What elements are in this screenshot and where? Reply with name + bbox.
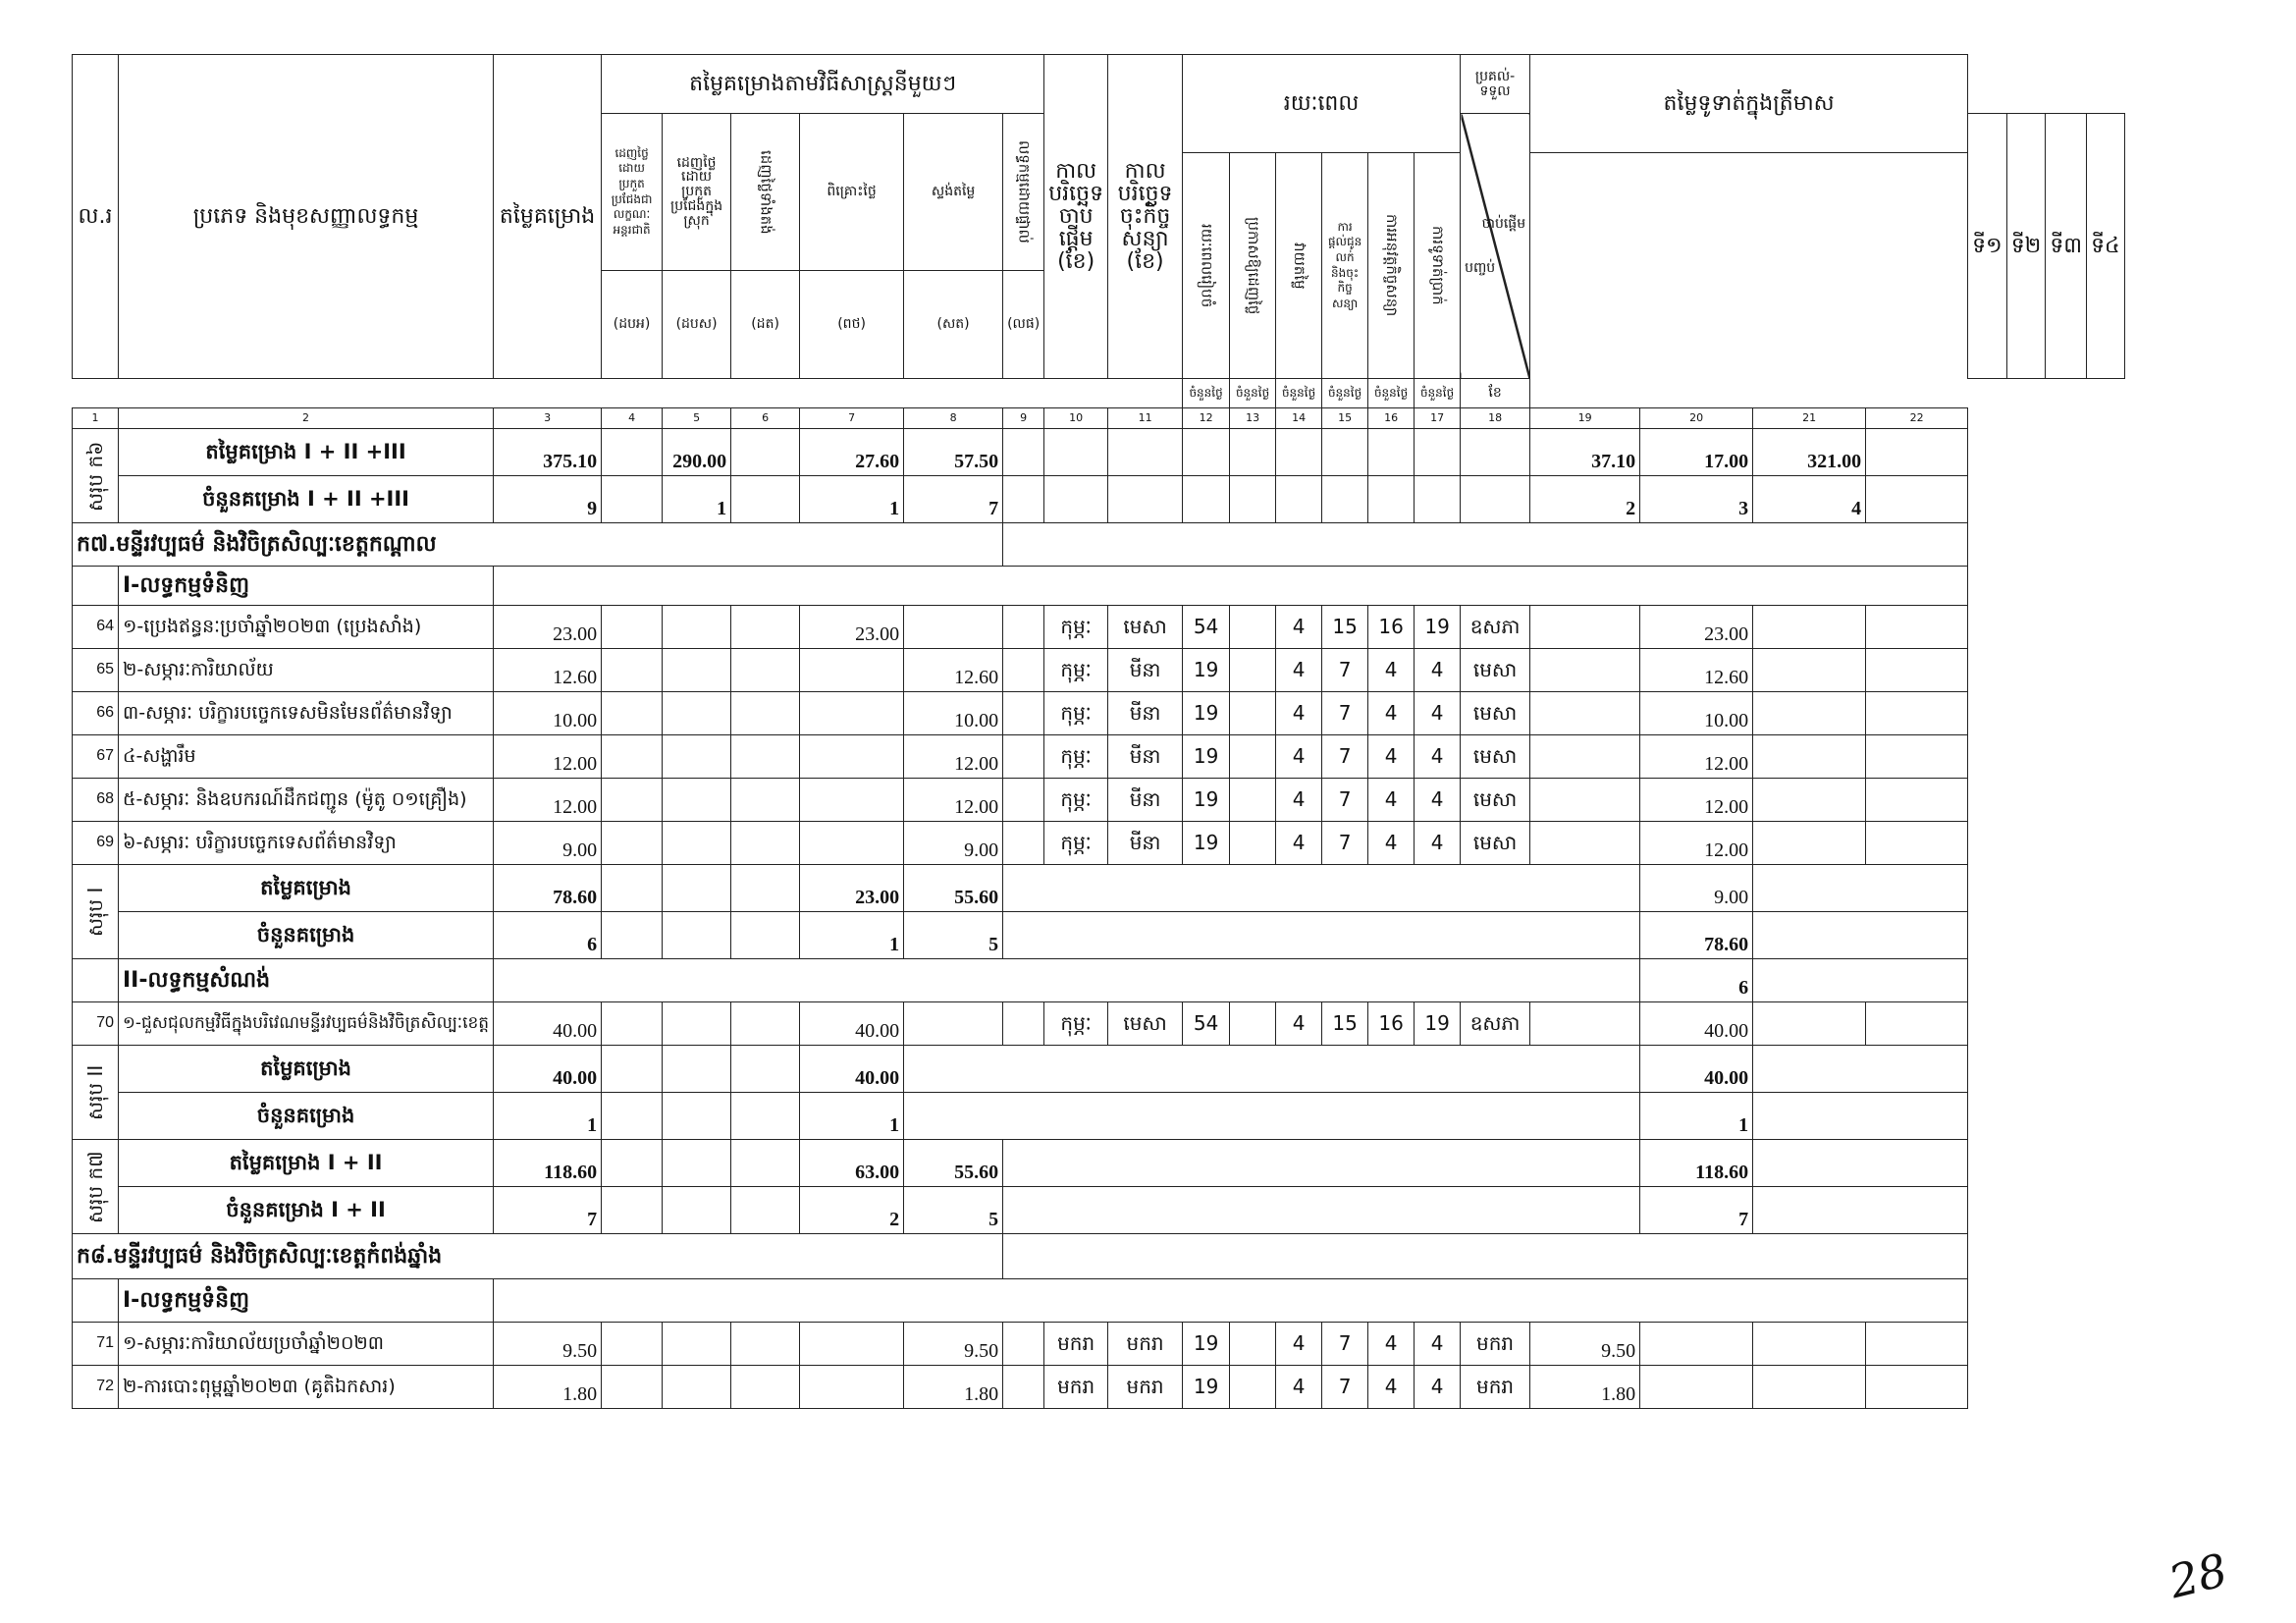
row-m5: 9.50 [904, 1323, 1003, 1366]
abbr-6: (លផ) [1003, 271, 1044, 379]
table-row [73, 606, 2125, 649]
row-d4: 7 [1322, 1366, 1368, 1409]
subtotal-c4: 1 [800, 912, 904, 959]
row-price: 12.60 [494, 649, 602, 692]
summary-c5: 7 [904, 476, 1003, 523]
summary-m2: 290.00 [663, 429, 731, 476]
header-no: ល.រ [73, 55, 119, 379]
total-q2-c: 7 [1640, 1187, 1753, 1234]
row-price: 1.80 [494, 1366, 602, 1409]
subtotal-side-label: សរុប II [73, 1046, 119, 1140]
col-index: 12 [1183, 408, 1230, 429]
row-q2: 12.00 [1640, 735, 1753, 779]
row-number: 72 [73, 1366, 119, 1409]
header-receive-start: ចាប់ផ្តើម [1481, 215, 1526, 232]
row-q2: 23.00 [1640, 606, 1753, 649]
row-d6: 19 [1415, 1002, 1461, 1046]
row-m4: 23.00 [800, 606, 904, 649]
row-name: ១-សម្ភារៈការិយាល័យប្រចាំឆ្នាំ២០២៣ [119, 1323, 494, 1366]
row-sign: មេសា [1108, 1002, 1183, 1046]
row-q2: 12.60 [1640, 649, 1753, 692]
table-row [73, 1323, 2125, 1366]
subsection-title: I-លទ្ធកម្មទំនិញ [119, 567, 494, 606]
row-q2: 12.00 [1640, 822, 1753, 865]
row-d4: 7 [1322, 735, 1368, 779]
row-d6: 19 [1415, 606, 1461, 649]
row-start: មករា [1044, 1366, 1108, 1409]
header-period-6: ការទូទាត់ប្រាក់ [1415, 153, 1461, 379]
subtotal-price: 40.00 [494, 1046, 602, 1093]
row-name: ៥-សម្ភារៈ និងឧបករណ៍ដឹកជញ្ជូន (ម៉ូតូ ០១គ្រឿង) [119, 779, 494, 822]
row-start: កុម្ភៈ [1044, 1002, 1108, 1046]
table-row [73, 1366, 2125, 1409]
total-m5: 55.60 [904, 1140, 1003, 1187]
total-side-label: សរុប ក៧ [73, 1140, 119, 1234]
row-d1: 19 [1183, 692, 1230, 735]
row-start: កុម្ភៈ [1044, 606, 1108, 649]
row-d4: 7 [1322, 649, 1368, 692]
row-d4: 15 [1322, 1002, 1368, 1046]
summary-count: 9 [494, 476, 602, 523]
row-d1: 19 [1183, 779, 1230, 822]
total-price: 118.60 [494, 1140, 602, 1187]
row-d1: 54 [1183, 606, 1230, 649]
row-sign: មេសា [1108, 606, 1183, 649]
subtotal-m4: 23.00 [800, 865, 904, 912]
row-d3: 4 [1276, 1366, 1322, 1409]
row-price: 9.00 [494, 822, 602, 865]
subtotal-price: 78.60 [494, 865, 602, 912]
header-q1: ទី១ [1968, 114, 2007, 379]
row-price: 40.00 [494, 1002, 602, 1046]
col-index: 21 [1753, 408, 1866, 429]
subtotal-count-label: ចំនួនគម្រោង [119, 1093, 494, 1140]
row-q1: 9.50 [1530, 1323, 1640, 1366]
summary-q1: 37.10 [1530, 429, 1640, 476]
row-number: 71 [73, 1323, 119, 1366]
col-index: 19 [1530, 408, 1640, 429]
header-method-1: ដេញថ្លៃដោយប្រកួតប្រជែងជាលក្ខណៈអន្តរជាតិ [602, 114, 663, 271]
row-start: កុម្ភៈ [1044, 779, 1108, 822]
table-row [73, 779, 2125, 822]
row-end: ឧសភា [1461, 1002, 1530, 1046]
table-row [73, 649, 2125, 692]
col-index: 9 [1003, 408, 1044, 429]
section-title: ក៧.មន្ទីរវប្បធម៌ និងវិចិត្រសិល្បៈខេត្តកណ្តាល [73, 523, 1003, 567]
row-start: កុម្ភៈ [1044, 692, 1108, 735]
row-name: ៤-សង្ហារឹម [119, 735, 494, 779]
row-d5: 4 [1368, 779, 1415, 822]
row-d1: 19 [1183, 735, 1230, 779]
row-end: មករា [1461, 1366, 1530, 1409]
row-d1: 19 [1183, 649, 1230, 692]
subtotal-count: 1 [494, 1093, 602, 1140]
table-row [73, 1002, 2125, 1046]
summary-m5: 57.50 [904, 429, 1003, 476]
row-d1: 54 [1183, 1002, 1230, 1046]
header-period-1: រយៈពេលរៀបចំ [1183, 153, 1230, 379]
days-3: ចំនួនថ្ងៃ [1276, 379, 1322, 408]
subsection-title: II-លទ្ធកម្មសំណង់ [119, 959, 494, 1002]
subtotal-q2-b: 78.60 [1640, 912, 1753, 959]
row-m5: 12.00 [904, 735, 1003, 779]
total-count: 7 [494, 1187, 602, 1234]
row-name: ២-សម្ភារៈការិយាល័យ [119, 649, 494, 692]
row-end: មេសា [1461, 735, 1530, 779]
summary-cq2: 3 [1640, 476, 1753, 523]
subtotal-m4: 40.00 [800, 1046, 904, 1093]
col-index: 3 [494, 408, 602, 429]
summary-row [73, 476, 2125, 523]
row-end: មេសា [1461, 692, 1530, 735]
summary-price: 375.10 [494, 429, 602, 476]
row-d1: 19 [1183, 822, 1230, 865]
row-price: 10.00 [494, 692, 602, 735]
row-start: កុម្ភៈ [1044, 649, 1108, 692]
header-method-5: ស្ទង់តម្លៃ [904, 114, 1003, 271]
row-d6: 4 [1415, 1323, 1461, 1366]
row-end: មេសា [1461, 822, 1530, 865]
summary-count-label: ចំនួនគម្រោង I + II +III [119, 476, 494, 523]
total-price-label: តម្លៃគម្រោង I + II [119, 1140, 494, 1187]
procurement-plan-sheet [72, 54, 2125, 1409]
row-d5: 4 [1368, 822, 1415, 865]
row-price: 23.00 [494, 606, 602, 649]
summary-cq1: 2 [1530, 476, 1640, 523]
row-name: ៣-សម្ភារៈ បរិក្ខារបច្ចេកទេសមិនមែនព័ត៌មានវិទ្យា [119, 692, 494, 735]
subtotal-q2-c: 1 [1640, 1093, 1753, 1140]
subtotal-q2: 40.00 [1640, 1046, 1753, 1093]
row-price: 12.00 [494, 735, 602, 779]
subsection-row [73, 567, 2125, 606]
total-m4: 63.00 [800, 1140, 904, 1187]
subtotal-count: 6 [494, 912, 602, 959]
row-name: ១-ប្រេងឥន្ធនៈប្រចាំឆ្នាំ២០២៣ (ប្រេងសាំង) [119, 606, 494, 649]
row-d3: 4 [1276, 779, 1322, 822]
header-sign-month: កាលបរិច្ឆេទចុះកិច្ចសន្យា (ខែ) [1108, 55, 1183, 379]
col-index: 15 [1322, 408, 1368, 429]
row-d5: 16 [1368, 606, 1415, 649]
row-sign: មីនា [1108, 649, 1183, 692]
header-q2: ទី២ [2006, 114, 2046, 379]
row-end: ឧសភា [1461, 606, 1530, 649]
col-index: 17 [1415, 408, 1461, 429]
row-price: 12.00 [494, 779, 602, 822]
row-q2: 40.00 [1640, 1002, 1753, 1046]
row-d5: 4 [1368, 735, 1415, 779]
header-period-group: រយៈពេល [1183, 55, 1461, 153]
col-index: 4 [602, 408, 663, 429]
col-index: 16 [1368, 408, 1415, 429]
days-2: ចំនួនថ្ងៃ [1230, 379, 1276, 408]
total-q2: 118.60 [1640, 1140, 1753, 1187]
days-1: ចំនួនថ្ងៃ [1183, 379, 1230, 408]
row-d3: 4 [1276, 1323, 1322, 1366]
page-mark: 28 [2163, 1542, 2233, 1609]
row-m4: 40.00 [800, 1002, 904, 1046]
days-4: ចំនួនថ្ងៃ [1322, 379, 1368, 408]
row-d4: 7 [1322, 692, 1368, 735]
col-index: 18 [1461, 408, 1530, 429]
summary-side-label: សរុប ក៦ [73, 429, 119, 523]
row-d3: 4 [1276, 822, 1322, 865]
header-price: តម្លៃគម្រោង [494, 55, 602, 379]
col-index: 14 [1276, 408, 1322, 429]
header-receive-group: ប្រគល់-ទទួល [1461, 55, 1530, 114]
row-m4 [800, 649, 904, 692]
row-start: កុម្ភៈ [1044, 735, 1108, 779]
row-m5: 1.80 [904, 1366, 1003, 1409]
header-method-group: តម្លៃគម្រោងតាមវិធីសាស្រ្តនីមួយៗ [602, 55, 1044, 114]
row-name: ៦-សម្ភារៈ បរិក្ខារបច្ចេកទេសព័ត៌មានវិទ្យា [119, 822, 494, 865]
row-m5 [904, 606, 1003, 649]
month-label: ខែ [1461, 379, 1530, 408]
row-sign: មីនា [1108, 822, 1183, 865]
summary-price-label: តម្លៃគម្រោង I + II +III [119, 429, 494, 476]
subtotal-side-label: សរុប I [73, 865, 119, 959]
row-q1: 1.80 [1530, 1366, 1640, 1409]
row-price: 9.50 [494, 1323, 602, 1366]
header-period-4: ការផ្តល់ជូនលក់ និងចុះកិច្ចសន្យា [1322, 153, 1368, 379]
row-d6: 4 [1415, 1366, 1461, 1409]
abbr-1: (ដបអ) [602, 271, 663, 379]
section-row [73, 1234, 2125, 1279]
col-index: 1 [73, 408, 119, 429]
row-d6: 4 [1415, 735, 1461, 779]
row-number: 66 [73, 692, 119, 735]
row-q2: 10.00 [1640, 692, 1753, 735]
row-d6: 4 [1415, 822, 1461, 865]
header-receive-diagonal [1461, 114, 1530, 379]
summary-m4: 27.60 [800, 429, 904, 476]
row-number: 69 [73, 822, 119, 865]
subsection-title: I-លទ្ធកម្មទំនិញ [119, 1279, 494, 1323]
subtotal-price-label: តម្លៃគម្រោង [119, 1046, 494, 1093]
header-method-3: ដេញថ្លៃទាំងតង់ [731, 114, 800, 271]
subtotal-c4: 1 [800, 1093, 904, 1140]
row-d4: 7 [1322, 822, 1368, 865]
header-q4: ទី៤ [2087, 114, 2125, 379]
summary-cq3: 4 [1753, 476, 1866, 523]
row-m4 [800, 822, 904, 865]
header-receive-end: បញ្ចប់ [1465, 259, 1496, 276]
days-5: ចំនួនថ្ងៃ [1368, 379, 1415, 408]
row-start: មករា [1044, 1323, 1108, 1366]
row-d3: 4 [1276, 692, 1322, 735]
row-m5: 12.00 [904, 779, 1003, 822]
header-period-3: វាយតម្លៃ [1276, 153, 1322, 379]
column-index-row [73, 408, 2125, 429]
header-method-6: លទ្ធកម្មដោយផ្ទាល់ [1003, 114, 1044, 271]
summary-row [73, 429, 2125, 476]
subtotal-c5: 5 [904, 912, 1003, 959]
col-index: 6 [731, 408, 800, 429]
abbr-2: (ដបស) [663, 271, 731, 379]
total-c5: 5 [904, 1187, 1003, 1234]
table-row [73, 822, 2125, 865]
col-index: 10 [1044, 408, 1108, 429]
col-index: 11 [1108, 408, 1183, 429]
subtotal-q2-a: 9.00 [1640, 865, 1753, 912]
abbr-4: (ពថ) [800, 271, 904, 379]
subsection-row [73, 1279, 2125, 1323]
row-d3: 4 [1276, 735, 1322, 779]
header-method-4: ពិគ្រោះថ្លៃ [800, 114, 904, 271]
header-period-5: ការអនុវត្តកិច្ចសន្យា [1368, 153, 1415, 379]
row-m5: 10.00 [904, 692, 1003, 735]
col-index: 7 [800, 408, 904, 429]
row-end: មករា [1461, 1323, 1530, 1366]
subsection-row [73, 959, 2125, 1002]
row-d5: 16 [1368, 1002, 1415, 1046]
abbr-5: (សត) [904, 271, 1003, 379]
row-name: ២-ការបោះពុម្ពឆ្នាំ២០២៣ (គូតិឯកសារ) [119, 1366, 494, 1409]
row-number: 70 [73, 1002, 119, 1046]
row-number: 68 [73, 779, 119, 822]
row-d5: 4 [1368, 1323, 1415, 1366]
row-start: កុម្ភៈ [1044, 822, 1108, 865]
row-d4: 7 [1322, 1323, 1368, 1366]
summary-q3: 321.00 [1753, 429, 1866, 476]
row-m5: 12.60 [904, 649, 1003, 692]
row-m5: 9.00 [904, 822, 1003, 865]
col-index: 2 [119, 408, 494, 429]
row-m4 [800, 735, 904, 779]
row-d4: 15 [1322, 606, 1368, 649]
row-d3: 4 [1276, 649, 1322, 692]
row-d6: 4 [1415, 779, 1461, 822]
row-number: 67 [73, 735, 119, 779]
col-index: 20 [1640, 408, 1753, 429]
header-start-month: កាលបរិច្ឆេទចាប់ផ្តើម (ខែ) [1044, 55, 1108, 379]
summary-c2: 1 [663, 476, 731, 523]
subtotal-count-label: ចំនួនគម្រោង [119, 912, 494, 959]
row-d6: 4 [1415, 649, 1461, 692]
total-count-label: ចំនួនគម្រោង I + II [119, 1187, 494, 1234]
subtotal-q2-c: 6 [1640, 959, 1753, 1002]
row-d6: 4 [1415, 692, 1461, 735]
row-sign: មីនា [1108, 735, 1183, 779]
row-q2: 12.00 [1640, 779, 1753, 822]
abbr-3: (ដត) [731, 271, 800, 379]
row-number: 65 [73, 649, 119, 692]
row-d5: 4 [1368, 1366, 1415, 1409]
section-title: ក៨.មន្ទីរវប្បធម៌ និងវិចិត្រសិល្បៈខេត្តកំពង់ឆ្នាំង [73, 1234, 1003, 1279]
header-period-2: ប្រកាសឱ្យដេញថ្លៃ [1230, 153, 1276, 379]
row-d3: 4 [1276, 1002, 1322, 1046]
subtotal-m5: 55.60 [904, 865, 1003, 912]
row-end: មេសា [1461, 649, 1530, 692]
row-d5: 4 [1368, 692, 1415, 735]
row-sign: មករា [1108, 1366, 1183, 1409]
row-number: 64 [73, 606, 119, 649]
total-c4: 2 [800, 1187, 904, 1234]
procurement-table [72, 54, 2125, 1409]
col-index: 5 [663, 408, 731, 429]
row-sign: មីនា [1108, 779, 1183, 822]
table-row [73, 692, 2125, 735]
row-sign: មីនា [1108, 692, 1183, 735]
summary-q2: 17.00 [1640, 429, 1753, 476]
row-d1: 19 [1183, 1366, 1230, 1409]
col-index: 13 [1230, 408, 1276, 429]
days-6: ចំនួនថ្ងៃ [1415, 379, 1461, 408]
header-q3: ទី៣ [2046, 114, 2087, 379]
row-d5: 4 [1368, 649, 1415, 692]
section-row [73, 523, 2125, 567]
row-m4 [800, 692, 904, 735]
row-m4 [800, 779, 904, 822]
row-sign: មករា [1108, 1323, 1183, 1366]
header-method-2: ដេញថ្លៃដោយប្រកួតប្រជែងក្នុងស្រុក [663, 114, 731, 271]
row-name: ១-ជួសជុលកម្មវិធីក្នុងបរិវេណមន្ទីរវប្បធម៌និងវិចិត្រសិល្បៈខេត្ត [119, 1002, 494, 1046]
subtotal-price-label: តម្លៃគម្រោង [119, 865, 494, 912]
row-end: មេសា [1461, 779, 1530, 822]
header-type: ប្រភេទ និងមុខសញ្ញាលទ្ធកម្ម [119, 55, 494, 379]
header-quarter-group: តម្លៃទូទាត់ក្នុងត្រីមាស [1530, 55, 1968, 153]
col-index: 8 [904, 408, 1003, 429]
table-row [73, 735, 2125, 779]
summary-c4: 1 [800, 476, 904, 523]
row-d1: 19 [1183, 1323, 1230, 1366]
row-d3: 4 [1276, 606, 1322, 649]
row-d4: 7 [1322, 779, 1368, 822]
col-index: 22 [1866, 408, 1968, 429]
